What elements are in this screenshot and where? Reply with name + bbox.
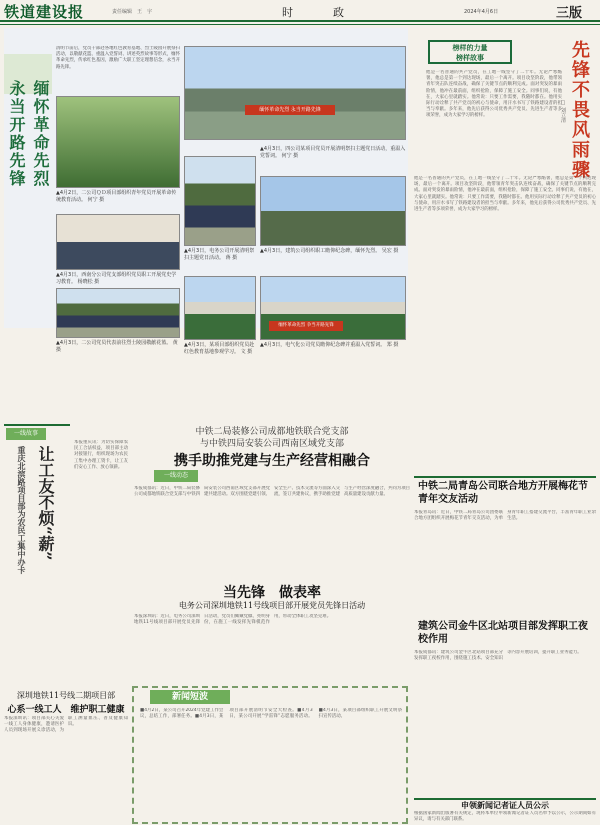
- left-rule: [4, 424, 70, 426]
- issue-date: 2024年4月6日: [464, 9, 499, 15]
- caption-3: ▲4月3日，西南分公司党支部组织党员职工开展党史学习教育。 杨晓松 摄: [56, 272, 177, 285]
- photo-monument: [260, 276, 406, 340]
- fourth-body: 本报成都讯：建筑公司金牛区北站项目部充分发挥职工夜校作用，围绕施工技术、安全知识等内容开展培训，提升职工业务能力。: [414, 650, 582, 662]
- feature-banner-line2: 永当开路先锋: [7, 80, 26, 188]
- feature-banner: [4, 80, 52, 340]
- main-tag: 一线动态: [154, 470, 198, 482]
- photo-exhibition: [56, 214, 180, 270]
- right-body-top: 他是一名普通的共产党员，在工地一线坚守了二十年。无论严寒酷暑，他总是第一个到达现场，最后一个离开。项目攻坚阶段，他带领青年突击队连续奋战，确保了关键节点的顺利完成。面对突发的暴雨险情，他冲在最前面，组织抢险，保障了施工安全。同事们说，有他在，大家心里就踏实。他常说：只要工作需要，我随时都在。他用实际行动诠释了共产党员的初心与使命，用汗水书写了铁路建设者的担当与奉献。多年来，他先后获得公司优秀共产党员、先进生产者等多项荣誉，成为大家学习的榜样。: [426, 70, 562, 119]
- main-headline: 携手助推党建与生产经营相融合: [174, 453, 370, 469]
- news-brief-body: ■4月2日，某公司召开2024年党建工作会议，总结工作，部署任务。■4月3日，某项目部开展清明节安全大检查。■4月3日，某公司开展“学雷锋”志愿服务活动。■4月3日，某项目部组织职工开展文明祭扫宣传活动。: [140, 708, 402, 720]
- right-rule: [414, 476, 596, 478]
- left-story-title: [4, 446, 70, 626]
- photo-tree-planting: [56, 96, 180, 188]
- right-headline: 先锋不畏风雨骤: [569, 40, 590, 180]
- feature-intro: 清明节前后，党员干部赴各地红色教育基地、烈士陵园开展祭扫活动，以敬献花篮、重温入党誓词、讲述英烈故事等形式，缅怀革命先烈，传承红色基因，激励广大职工坚定理想信念，永当开路先锋。: [56, 46, 180, 70]
- main-body: 本报成都讯：近日，中铁二局装修公司成都地铁联合党支部与中铁四局安装公司西南区域党支部开展党建共建活动。双方围绕党建引领、安全生产、技术交流等方面深入交流，签订共建协议，携手助推党建与生产经营深度融合，共同为项目高质量建设贡献力量。: [134, 486, 410, 498]
- notice-title: 申领新闻记者证人员公示: [461, 800, 549, 810]
- caption-1: ▲4月2日，二公司ＱＤ项目部组织青年党员开展革命传统教育活动。 何宁 摄: [56, 190, 177, 203]
- caption-6: ▲4月3日，二公司党员代表前往烈士陵园敬献花篮。 黄 摄: [56, 340, 178, 353]
- fourth-headline: 建筑公司金牛区北站项目部发挥职工夜校作用: [418, 621, 588, 645]
- notice-box: [414, 798, 596, 824]
- main-kicker: 中铁二局装修公司成都地铁联合党支部: [195, 427, 349, 437]
- photo-oath: [184, 156, 256, 246]
- badge-title: 榜样的力量: [452, 44, 488, 52]
- right-author: □ 刘立清: [560, 100, 566, 123]
- notice-body: 根据国家新闻出版署有关规定，现将本单位申领新闻记者证人员名单予以公示，公示期间如有异议，请与有关部门联系。: [414, 811, 596, 823]
- third-headline: 中铁二局青岛公司联合地方开展梅花节青年交友活动: [418, 481, 588, 505]
- photo-group-flag: [56, 288, 180, 338]
- column-badge: [428, 40, 512, 64]
- left-subtitle: 重庆北滨路项目部为农民工集中办卡: [17, 446, 27, 574]
- section-name: 时 政: [282, 6, 350, 19]
- fifth-headline: 心系一线工人 维护职工健康: [7, 705, 125, 715]
- page-number: 三版: [556, 6, 583, 21]
- news-brief-title: 新闻短波: [150, 690, 230, 704]
- feature-banner-line1: 缅怀革命先烈: [31, 80, 50, 188]
- photo-memorial-hall: [184, 46, 406, 140]
- fifth-kicker: 深圳地铁11号线二期项目部: [16, 691, 116, 700]
- second-body: 本报深圳讯：近日，电务公司深圳地铁11号线项目部开展党员先锋日活动，党员们佩戴党徽、亮明身份，在施工一线发挥先锋模范作用，带动全体职工攻坚克难。: [134, 614, 332, 626]
- left-title: 让工友不烦“薪”: [36, 446, 55, 561]
- third-body: 本报青岛讯：近日，中铁二局青岛公司团委联合地方团组织开展梅花节青年交友活动，为单身青年职工搭建交流平台，丰富青年职工业余生活。: [414, 510, 596, 522]
- caption-5: ▲4月3日，建筑公司组织职工瞻仰纪念碑，缅怀先烈。 吴宏 摄: [260, 248, 399, 254]
- right-body-main: 他是一名普通的共产党员，在工地一线坚守了二十年。无论严寒酷暑，他总是第一个到达现场，最后一个离开。项目攻坚阶段，他带领青年突击队连续奋战，确保了关键节点的顺利完成。面对突发的暴雨险情，他冲在最前面，组织抢险，保障了施工安全。同事们说，有他在，大家心里就踏实。他常说：只要工作需要，我随时都在。他用实际行动诠释了共产党员的初心与使命，用汗水书写了铁路建设者的担当与奉献。多年来，他先后获得公司优秀共产党员、先进生产者等多项荣誉，成为大家学习的榜样。: [414, 176, 596, 213]
- badge-subtitle: 榜样故事: [456, 54, 484, 62]
- photo-banner-sign: 缅怀革命先烈 永当开路先锋: [245, 105, 335, 115]
- fifth-body: 本报深圳讯：项目部关心关爱一线工人身体健康，邀请医护人员到现场开展义诊活动，为职工测量血压、普及健康知识。: [4, 716, 128, 734]
- caption-8: ▲4月3日，电气化公司党员瞻仰纪念碑并重温入党誓词。 郑 摄: [260, 342, 399, 348]
- editor-meta: 责任编辑 王 宇: [112, 9, 153, 15]
- photo-banner-sign-2: 缅怀革命先烈 争当开路先锋: [269, 321, 343, 331]
- second-subtitle: 电务公司深圳地铁11号线项目部开展党员先锋日活动: [178, 601, 366, 610]
- second-headline: 当先锋 做表率: [223, 585, 321, 601]
- main-kicker-2: 与中铁四局安装公司西南区域党支部: [199, 439, 344, 449]
- caption-2: ▲4月3日，四公司某项目党员开展清明祭扫主题党日活动，重温入党誓词。 何宁 摄: [260, 146, 406, 159]
- photo-speaker: [260, 176, 406, 246]
- left-story-body: 本报重庆讯：为切实保障农民工合法权益，项目部主动对接银行，组织现场为农民工集中办理工资卡，让工友们安心工作、放心领薪。: [74, 440, 128, 470]
- photo-garden: [184, 276, 256, 340]
- caption-4: ▲4月3日，电务公司开展清明祭扫主题党日活动。 蒋 摄: [184, 248, 255, 261]
- newspaper-logo: 铁道建设报: [4, 3, 85, 21]
- caption-7: ▲4月3日，某项目部组织党员赴红色教育基地参观学习。 文 摄: [184, 342, 255, 355]
- masthead-rule: [0, 24, 600, 25]
- left-tag: 一线故事: [6, 428, 46, 440]
